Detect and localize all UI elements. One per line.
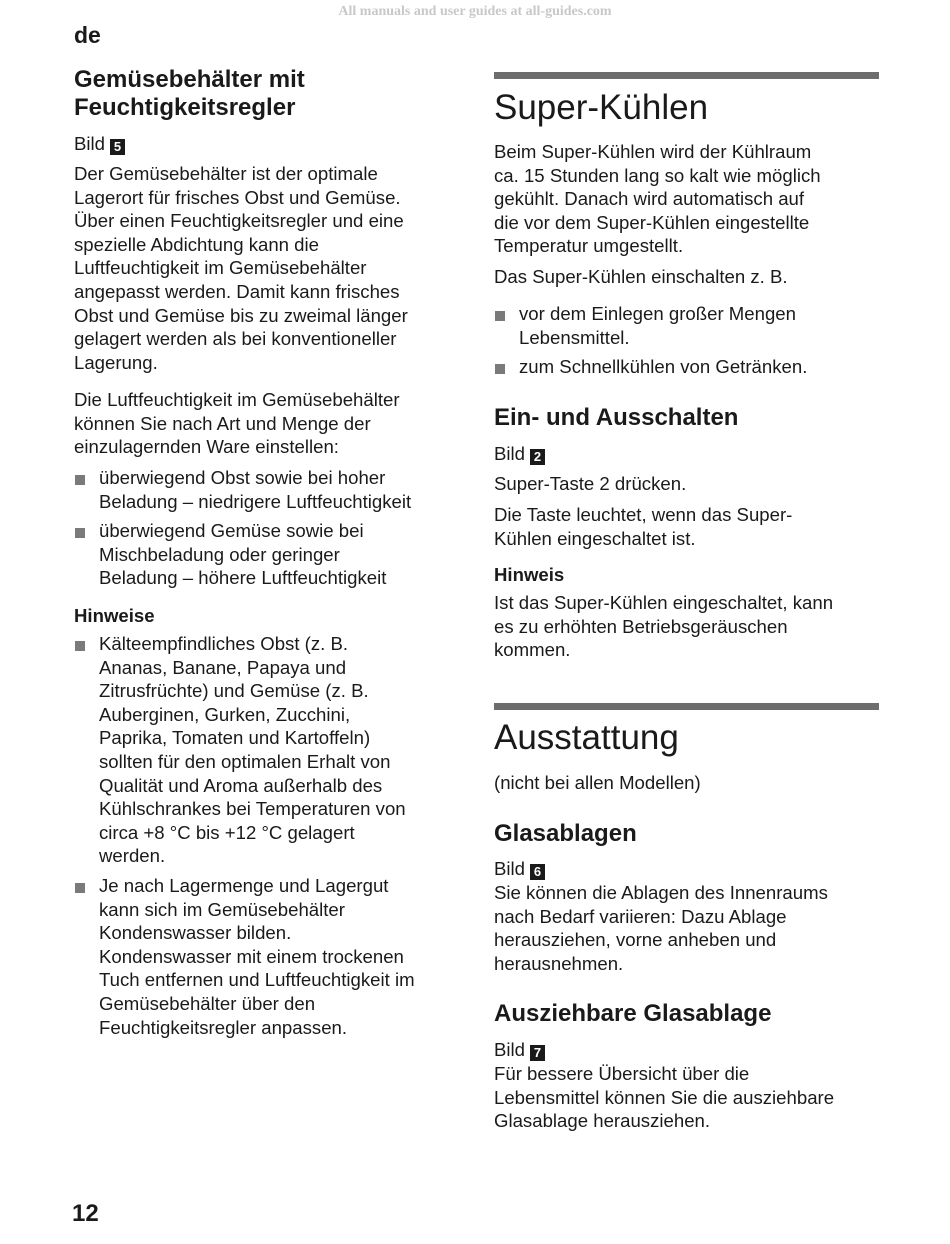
text-line: Tuch entfernen und Luftfeuchtigkeit im [99,969,415,991]
text-line: die vor dem Super-Kühlen eingestellte [494,211,810,233]
text-line: Lagerung. [74,351,158,373]
humidity-list [74,466,466,590]
einschalten-text: Das Super-Kühlen einschalten z. B. [494,266,788,287]
text-line: Qualität und Aroma außerhalb des [99,774,383,796]
list-item [74,874,466,1039]
heading-line: Feuchtigkeitsregler [74,94,296,121]
text-line: Temperatur umgestellt. [494,235,684,257]
hinweis-heading: Hinweis [494,564,565,585]
text-line: gekühlt. Danach wird automatisch auf [494,188,805,210]
figure-number-badge: 5 [110,139,125,155]
list-item [74,466,466,513]
paragraph-intro [74,162,408,374]
figure-reference [494,857,545,881]
section-rule [494,703,879,710]
list-item [494,302,886,349]
text-line: nach Bedarf variieren: Dazu Ablage [494,905,787,927]
text-line: Zitrusfrüchte) und Gemüse (z. B. [99,680,369,702]
text-line: ca. 15 Stunden lang so kalt wie möglich [494,164,821,186]
figure-label: Bild [494,1039,526,1060]
language-code: de [74,22,101,48]
text-line: überwiegend Obst sowie bei hoher [99,467,386,488]
figure-reference [494,442,545,466]
text-line: kommen. [494,639,571,661]
text-line: Die Luftfeuchtigkeit im Gemüsebehälter [74,389,400,410]
text-line: kann sich im Gemüsebehälter [99,898,345,920]
square-bullet-icon [75,641,85,651]
paragraph-humidity [74,388,400,459]
section-gemuesebehaelter-heading [74,66,305,122]
text-line: Kondenswasser mit einem trockenen [99,945,404,967]
text-line: Paprika, Tomaten und Kartoffeln) [99,727,371,749]
figure-reference [74,132,125,156]
text-line: zum Schnellkühlen von Getränken. [519,356,808,378]
text-line: vor dem Einlegen großer Mengen [519,303,796,324]
taste-leuchtet-paragraph [494,503,792,550]
list-item [494,355,886,379]
glasablagen-paragraph [494,881,828,975]
text-line: Ananas, Banane, Papaya und [99,656,347,678]
text-line: herausnehmen. [494,952,624,974]
text-line: Der Gemüsebehälter ist der optimale [74,163,378,184]
hinweise-heading: Hinweise [74,605,155,626]
text-line: circa +8 °C bis +12 °C gelagert [99,821,355,843]
text-line: herausziehen, vorne anheben und [494,929,777,951]
figure-reference [494,1038,545,1062]
page-number: 12 [72,1200,99,1227]
text-line: Je nach Lagermenge und Lagergut [99,874,389,896]
text-line: Auberginen, Gurken, Zucchini, [99,703,351,725]
text-line: Kühlschrankes bei Temperaturen von [99,798,406,820]
ein-ausschalten-heading: Ein- und Ausschalten [494,404,739,431]
ausziehbare-glasablage-paragraph [494,1062,834,1133]
square-bullet-icon [75,883,85,893]
list-item [74,519,466,590]
text-line: sollten für den optimalen Erhalt von [99,750,391,772]
figure-number-badge: 6 [530,864,545,880]
text-line: Ist das Super-Kühlen eingeschaltet, kann [494,592,834,613]
square-bullet-icon [495,311,505,321]
square-bullet-icon [75,528,85,538]
figure-number-badge: 2 [530,449,545,465]
super-taste-instruction: Super-Taste 2 drücken. [494,473,687,494]
text-line: Feuchtigkeitsregler anpassen. [99,1016,348,1038]
text-line: überwiegend Gemüse sowie bei [99,520,364,542]
heading-line: Gemüsebehälter mit [74,66,305,93]
superkuehlen-paragraph [494,140,821,258]
hinweis-paragraph [494,591,833,662]
text-line: Über einen Feuchtigkeitsregler und eine [74,210,404,232]
figure-label: Bild [74,133,106,154]
text-line: Lebensmittel. [519,326,630,348]
ausstattung-subtitle: (nicht bei allen Modellen) [494,772,701,793]
text-line: Für bessere Übersicht über die [494,1063,750,1084]
text-line: Die Taste leuchtet, wenn das Super- [494,504,793,525]
text-line: Beladung – höhere Luftfeuchtigkeit [99,567,387,589]
text-line: Beim Super-Kühlen wird der Kühlraum [494,141,812,162]
text-line: Kälteempfindliches Obst (z. B. [99,633,349,654]
glasablagen-heading: Glasablagen [494,820,637,847]
text-line: einzulagernden Ware einstellen: [74,436,339,458]
figure-label: Bild [494,443,526,464]
square-bullet-icon [75,475,85,485]
ausziehbare-glasablage-heading: Ausziehbare Glasablage [494,1000,772,1027]
text-line: gelagert werden als bei konventioneller [74,328,397,350]
superkuehlen-title: Super-Kühlen [494,88,709,127]
watermark: All manuals and user guides at all-guides.com [338,4,612,19]
figure-label: Bild [494,858,526,879]
ausstattung-title: Ausstattung [494,718,679,757]
superkuehlen-list [494,302,886,379]
text-line: spezielle Abdichtung kann die [74,233,319,255]
text-line: werden. [99,845,166,867]
square-bullet-icon [495,364,505,374]
text-line: Beladung – niedrigere Luftfeuchtigkeit [99,490,412,512]
text-line: Sie können die Ablagen des Innenraums [494,882,828,903]
text-line: Gemüsebehälter über den [99,992,316,1014]
text-line: Lagerort für frisches Obst und Gemüse. [74,186,401,208]
figure-number-badge: 7 [530,1045,545,1061]
text-line: Mischbeladung oder geringer [99,543,340,565]
text-line: Luftfeuchtigkeit im Gemüsebehälter [74,257,367,279]
text-line: Kondenswasser bilden. [99,922,292,944]
text-line: angepasst werden. Damit kann frisches [74,280,400,302]
text-line: es zu erhöhten Betriebsgeräuschen [494,615,788,637]
text-line: Obst und Gemüse bis zu zweimal länger [74,304,408,326]
text-line: Glasablage herausziehen. [494,1110,711,1132]
text-line: können Sie nach Art und Menge der [74,412,371,434]
section-rule [494,72,879,79]
list-item [74,632,466,868]
hinweise-list [74,632,466,1039]
text-line: Kühlen eingeschaltet ist. [494,527,696,549]
text-line: Lebensmittel können Sie die ausziehbare [494,1086,835,1108]
